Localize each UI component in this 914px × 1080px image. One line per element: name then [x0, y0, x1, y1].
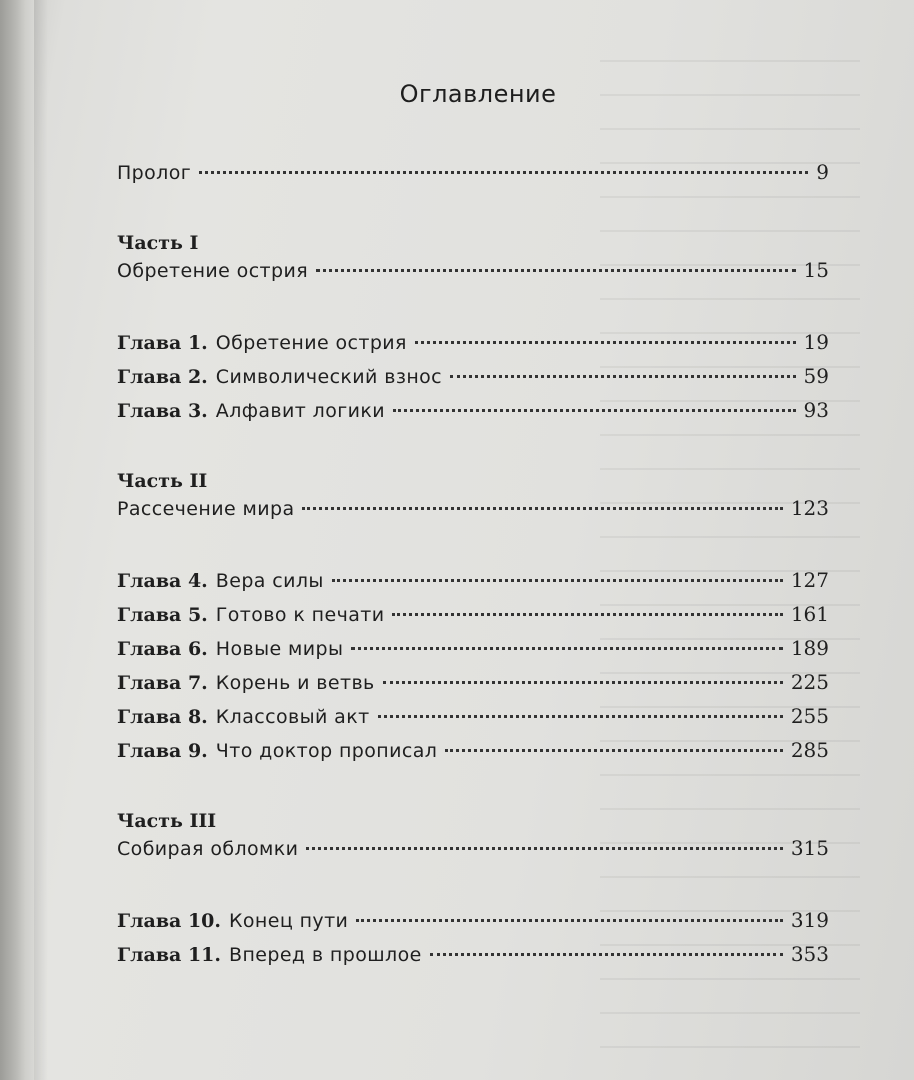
chapter-label: Глава 5. [117, 604, 208, 626]
chapter-label: Глава 11. [117, 944, 222, 966]
entry-title: Новые миры [215, 638, 344, 660]
dot-leader [316, 269, 795, 272]
page-number: 319 [790, 908, 829, 932]
toc-entry-chapter-5[interactable] [117, 602, 829, 636]
entry-title: Что доктор прописал [215, 740, 438, 762]
page-number: 93 [803, 398, 829, 422]
entry-title: Рассечение мира [117, 498, 295, 520]
entry-title: Вперед в прошлое [229, 944, 422, 966]
dot-leader [450, 375, 796, 378]
page-number: 9 [816, 160, 829, 184]
dot-leader [332, 579, 783, 582]
page-number: 255 [790, 704, 829, 728]
chapter-label: Глава 2. [117, 366, 208, 388]
page-number: 15 [803, 258, 829, 282]
entry-title: Конец пути [229, 910, 349, 932]
page-number: 161 [790, 602, 829, 626]
chapter-label: Глава 6. [117, 638, 208, 660]
dot-leader [306, 847, 782, 850]
chapter-label: Глава 4. [117, 570, 208, 592]
dot-leader [383, 681, 783, 684]
toc-entry-chapter-6[interactable] [117, 636, 829, 670]
dot-leader [378, 715, 783, 718]
toc-title: Оглавление [399, 80, 557, 108]
page-number: 353 [790, 942, 829, 966]
entry-title: Вера силы [215, 570, 324, 592]
toc-entry-chapter-1[interactable] [117, 330, 829, 364]
chapter-label: Глава 8. [117, 706, 208, 728]
dot-leader [356, 919, 783, 922]
dot-leader [393, 409, 796, 412]
entry-title: Собирая обломки [117, 838, 299, 860]
page-number: 127 [790, 568, 829, 592]
dot-leader [415, 341, 796, 344]
dot-leader [199, 171, 808, 174]
toc-entry-chapter-3[interactable] [117, 398, 829, 432]
spine-shadow [34, 0, 48, 1080]
table-of-contents [117, 80, 829, 976]
entry-title: Символический взнос [215, 366, 443, 388]
chapter-label: Глава 9. [117, 740, 208, 762]
chapter-label: Глава 1. [117, 332, 208, 354]
chapter-label: Глава 7. [117, 672, 208, 694]
page-number: 315 [790, 836, 829, 860]
toc-entry-chapter-10[interactable] [117, 908, 829, 942]
page-number: 19 [803, 330, 829, 354]
entry-title: Готово к печати [215, 604, 385, 626]
toc-entry-chapter-2[interactable] [117, 364, 829, 398]
toc-entry-chapter-11[interactable] [117, 942, 829, 976]
page-number: 189 [790, 636, 829, 660]
entry-title: Обретение острия [215, 332, 407, 354]
toc-entry-chapter-7[interactable] [117, 670, 829, 704]
part-heading-1: Часть I [117, 232, 199, 254]
dot-leader [445, 749, 783, 752]
entry-title: Классовый акт [215, 706, 370, 728]
part-heading-3: Часть III [117, 810, 217, 832]
toc-entry-part-1[interactable] [117, 258, 829, 292]
entry-title: Обретение острия [117, 260, 309, 282]
toc-entry-part-3[interactable] [117, 836, 829, 870]
toc-entry-chapter-4[interactable] [117, 568, 829, 602]
toc-entry-chapter-8[interactable] [117, 704, 829, 738]
dot-leader [430, 953, 783, 956]
toc-entry-prologue[interactable] [117, 160, 829, 194]
toc-entry-chapter-9[interactable] [117, 738, 829, 772]
dot-leader [392, 613, 782, 616]
entry-title: Пролог [117, 162, 192, 184]
chapter-label: Глава 10. [117, 910, 222, 932]
page-number: 123 [790, 496, 829, 520]
toc-entry-part-2[interactable] [117, 496, 829, 530]
entry-title: Алфавит логики [215, 400, 386, 422]
entry-title: Корень и ветвь [215, 672, 375, 694]
page-number: 285 [790, 738, 829, 762]
dot-leader [302, 507, 782, 510]
part-heading-2: Часть II [117, 470, 208, 492]
dot-leader [351, 647, 782, 650]
book-spine [0, 0, 34, 1080]
page-number: 59 [803, 364, 829, 388]
page-number: 225 [790, 670, 829, 694]
chapter-label: Глава 3. [117, 400, 208, 422]
